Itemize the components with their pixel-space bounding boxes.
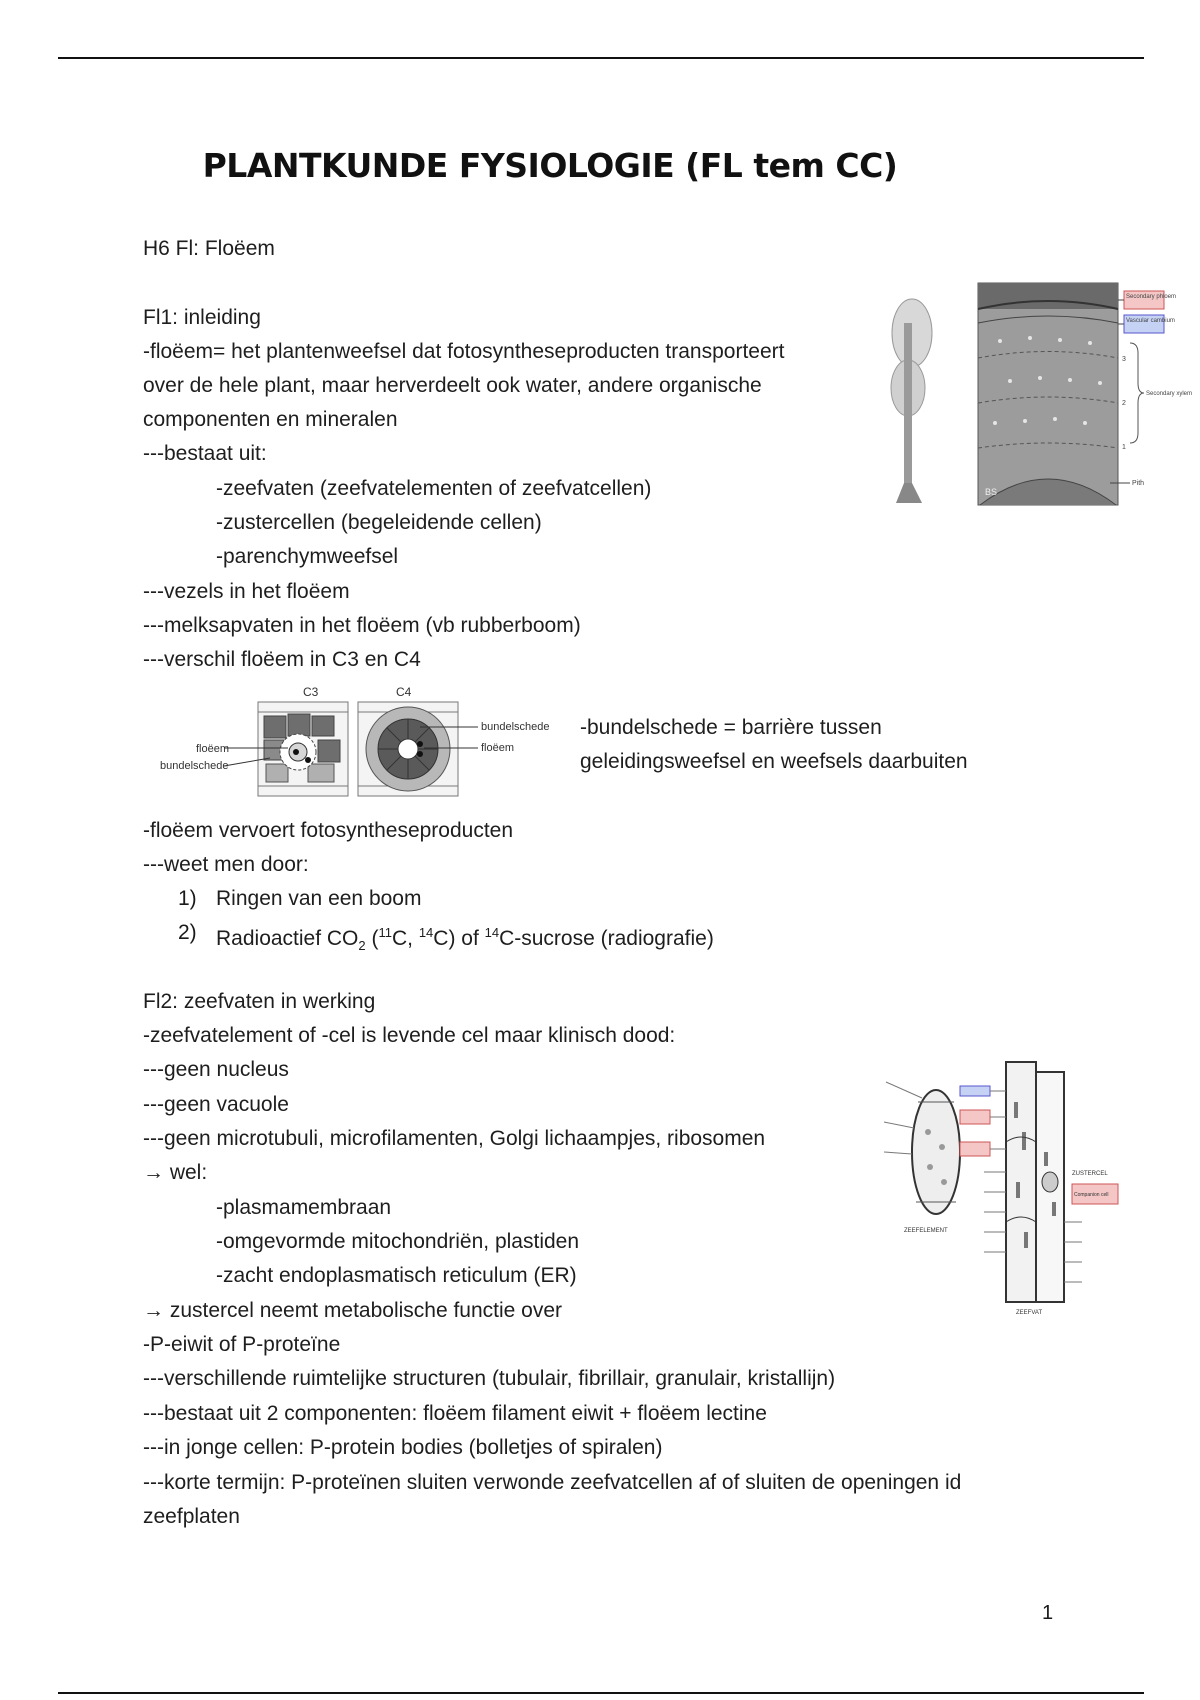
stem-cross-section-figure (890, 283, 1193, 508)
list-item: Ringen van een boom (216, 887, 422, 910)
text-line: ---in jonge cellen: P-protein bodies (bolletjes of spiralen) (143, 1436, 663, 1459)
page-number: 1 (1042, 1602, 1054, 1624)
section2-heading: Fl2: zeefvaten in werking (143, 990, 376, 1013)
page-title: PLANTKUNDE FYSIOLOGIE (FL tem CC) (202, 146, 898, 185)
text-line: -P-eiwit of P-proteïne (143, 1333, 341, 1356)
bundle-note: -bundelschede = barrière tussen (580, 716, 882, 739)
text-line: ---vezels in het floëem (143, 580, 350, 603)
text-line: -plasmamembraan (216, 1196, 392, 1219)
text-line: ---bestaat uit 2 componenten: floëem filament eiwit + floëem lectine (143, 1402, 767, 1425)
label-companion-cell: Companion cell (1074, 1192, 1109, 1198)
label-floeem-left: floëem (196, 743, 230, 755)
label-bundelschede-right: bundelschede (481, 721, 550, 733)
label-secondary-xylem: Secondary xylem (1146, 391, 1193, 397)
list-number: 2) (178, 921, 197, 944)
text-line: ---geen nucleus (143, 1058, 289, 1081)
text-line: -zeefvaten (zeefvatelementen of zeefvatcellen) (216, 477, 652, 500)
label-c3: C3 (303, 685, 319, 699)
text-line: ---geen microtubuli, microfilamenten, Golgi lichaampjes, ribosomen (143, 1127, 766, 1150)
text-line: ---geen vacuole (143, 1093, 289, 1116)
section1-heading: Fl1: inleiding (143, 306, 261, 329)
bottom-rule (58, 1692, 1144, 1694)
chapter-heading: H6 Fl: Floëem (143, 237, 275, 260)
text-line: ---melksapvaten in het floëem (vb rubberboom) (143, 614, 581, 637)
label-pith: Pith (1132, 480, 1145, 487)
svg-text:1: 1 (1122, 444, 1126, 451)
text-line: -zustercellen (begeleidende cellen) (216, 511, 542, 534)
text-line: -zeefvatelement of -cel is levende cel maar klinisch dood: (143, 1024, 676, 1047)
text-line: over de hele plant, maar herverdeelt ook water, andere organische (143, 374, 762, 397)
text-line: -omgevormde mitochondriën, plastiden (216, 1230, 580, 1253)
label-zustercel: ZUSTERCEL (1072, 1171, 1108, 1177)
text-line: ---verschillende ruimtelijke structuren (tubulair, fibrillair, granulair, kristallijn) (143, 1367, 836, 1390)
list-number: 1) (178, 887, 197, 910)
top-rule (58, 57, 1144, 59)
text-line: -floëem vervoert fotosyntheseproducten (143, 819, 514, 842)
c3-c4-bundle-figure (158, 682, 570, 800)
bundle-note: geleidingsweefsel en weefsels daarbuiten (580, 750, 968, 773)
text-line: zeefplaten (143, 1505, 240, 1528)
text-line: ---weet men door: (143, 853, 309, 876)
text-line: ---korte termijn: P-proteïnen sluiten verwonde zeefvatcellen af of sluiten de openingen id (143, 1471, 962, 1494)
svg-text:3: 3 (1122, 356, 1126, 363)
text-line: -zacht endoplasmatisch reticulum (ER) (216, 1264, 577, 1287)
text-line: ---bestaat uit: (143, 442, 267, 465)
tree-icon (891, 299, 932, 503)
text-line: componenten en mineralen (143, 408, 398, 431)
text-line: → zustercel neemt metabolische functie over (143, 1299, 563, 1322)
label-secondary-phloem: Secondary phloem (1126, 294, 1177, 300)
sieve-element-figure (876, 1062, 1146, 1322)
label-floeem-right: floëem (481, 742, 515, 754)
text-line: ---verschil floëem in C3 en C4 (143, 648, 421, 671)
svg-text:BS: BS (985, 487, 998, 497)
label-zeefelement: ZEEFELEMENT (904, 1228, 948, 1234)
label-zeefvat: ZEEFVAT (1016, 1310, 1043, 1316)
label-c4: C4 (396, 685, 412, 699)
list-item: Radioactief $CO_2$ ($^{11}$C, $^{14}$C) of $^{14}$C-sucrose (radiografie) (216, 925, 714, 954)
label-vascular-cambium: Vascular cambium (1126, 318, 1175, 324)
text-line: → wel: (143, 1161, 208, 1184)
text-line: -floëem= het plantenweefsel dat fotosyntheseproducten transporteert (143, 340, 785, 363)
label-bundelschede-left: bundelschede (160, 760, 229, 772)
svg-text:2: 2 (1122, 400, 1126, 407)
text-line: -parenchymweefsel (216, 545, 399, 568)
